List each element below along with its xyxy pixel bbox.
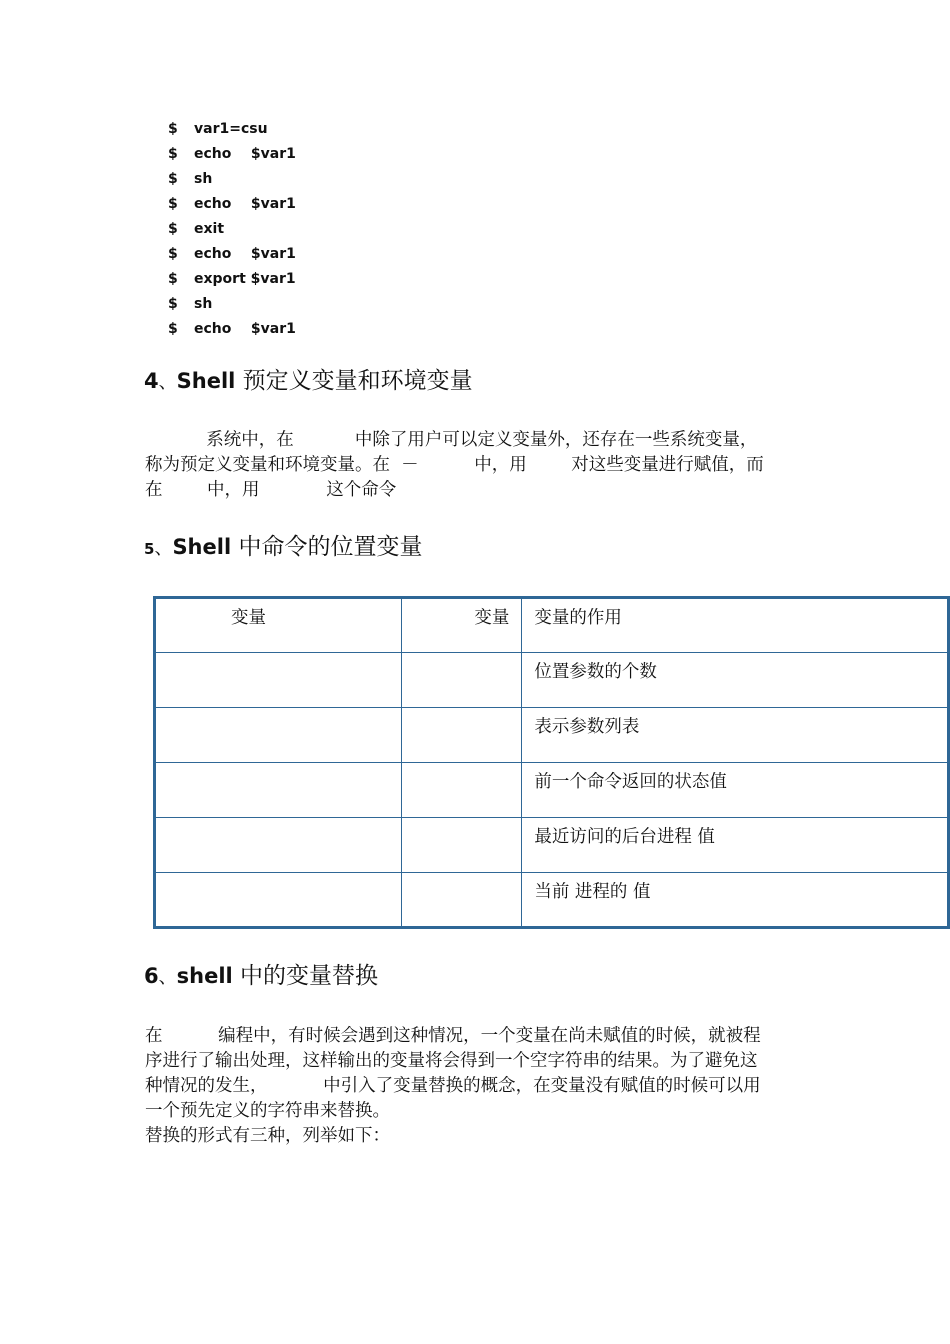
section-title: 预定义变量和环境变量 <box>235 368 473 394</box>
table-row <box>155 763 949 818</box>
shell-prompt: $ <box>168 171 178 187</box>
command-text: echo $var1 <box>194 146 296 162</box>
header-cell: 变量 <box>402 598 522 653</box>
command-line <box>168 267 296 292</box>
command-line <box>168 242 296 267</box>
table-cell: 最近访问的后台进程 值 <box>522 818 949 873</box>
paragraph-line: 种情况的发生， 中引入了变量替换的概念，在变量没有赋值的时候可以用 <box>145 1076 761 1096</box>
section-separator: 、 <box>158 967 177 988</box>
section-5-heading <box>144 528 422 561</box>
command-text: echo $var1 <box>194 196 296 212</box>
table-cell: 前一个命令返回的状态值 <box>522 763 949 818</box>
command-text: sh <box>194 171 213 187</box>
table-cell: 当前 进程的 值 <box>522 873 949 928</box>
section-title: 中的变量替换 <box>232 963 379 989</box>
shell-prompt: $ <box>168 296 178 312</box>
table-cell: 位置参数的个数 <box>522 653 949 708</box>
command-line <box>168 292 296 317</box>
table-cell <box>155 818 402 873</box>
section-title: 中命令的位置变量 <box>231 534 423 560</box>
header-cell: 变量的作用 <box>522 598 949 653</box>
table-cell <box>155 873 402 928</box>
section-4-heading <box>144 362 473 395</box>
table-row <box>155 708 949 763</box>
paragraph-line: 序进行了输出处理，这样输出的变量将会得到一个空字符串的结果。为了避免这 <box>145 1051 758 1071</box>
section-number: 6 <box>144 964 159 988</box>
shell-prompt: $ <box>168 146 178 162</box>
command-text: echo $var1 <box>194 321 296 337</box>
section-separator: 、 <box>158 372 177 393</box>
table-row <box>155 818 949 873</box>
section-keyword: shell <box>176 964 233 988</box>
paragraph-line: 系统中，在 中除了用户可以定义变量外，还存在一些系统变量， <box>145 430 758 450</box>
paragraph-line: 一个预先定义的字符串来替换。 <box>145 1101 390 1121</box>
command-list <box>168 117 296 342</box>
table-cell <box>155 708 402 763</box>
table-cell <box>402 763 522 818</box>
paragraph-line: 替换的形式有三种，列举如下： <box>145 1126 390 1146</box>
table-row <box>155 653 949 708</box>
section-keyword: Shell <box>172 535 232 559</box>
shell-prompt: $ <box>168 271 178 287</box>
table-cell <box>402 818 522 873</box>
command-line <box>168 167 296 192</box>
table-cell <box>402 873 522 928</box>
shell-prompt: $ <box>168 321 178 337</box>
table-cell <box>155 653 402 708</box>
shell-prompt: $ <box>168 221 178 237</box>
shell-prompt: $ <box>168 121 178 137</box>
section-separator: 、 <box>154 538 173 559</box>
command-line <box>168 142 296 167</box>
command-text: export $var1 <box>194 271 296 287</box>
section-number: 5 <box>144 540 155 558</box>
table-row <box>155 873 949 928</box>
command-line <box>168 192 296 217</box>
command-text: var1=csu <box>194 121 268 137</box>
table-cell <box>402 708 522 763</box>
command-line <box>168 317 296 342</box>
table-cell <box>402 653 522 708</box>
position-variable-table <box>153 596 950 929</box>
shell-prompt: $ <box>168 196 178 212</box>
paragraph-line: 在 中，用 这个命令 <box>145 480 397 500</box>
table-header-row <box>155 598 949 653</box>
table-cell <box>155 763 402 818</box>
command-line <box>168 217 296 242</box>
command-text: sh <box>194 296 213 312</box>
command-line <box>168 117 296 142</box>
shell-prompt: $ <box>168 246 178 262</box>
section-6-heading <box>144 957 378 990</box>
section-keyword: Shell <box>176 369 236 393</box>
command-text: echo $var1 <box>194 246 296 262</box>
header-cell: 变量 <box>155 598 402 653</box>
paragraph-line: 在 编程中，有时候会遇到这种情况，一个变量在尚未赋值的时候，就被程 <box>145 1026 761 1046</box>
paragraph-line: 称为预定义变量和环境变量。在 － 中，用 对这些变量进行赋值，而 <box>145 455 764 475</box>
section-number: 4 <box>144 369 159 393</box>
command-text: exit <box>194 221 225 237</box>
table-cell: 表示参数列表 <box>522 708 949 763</box>
